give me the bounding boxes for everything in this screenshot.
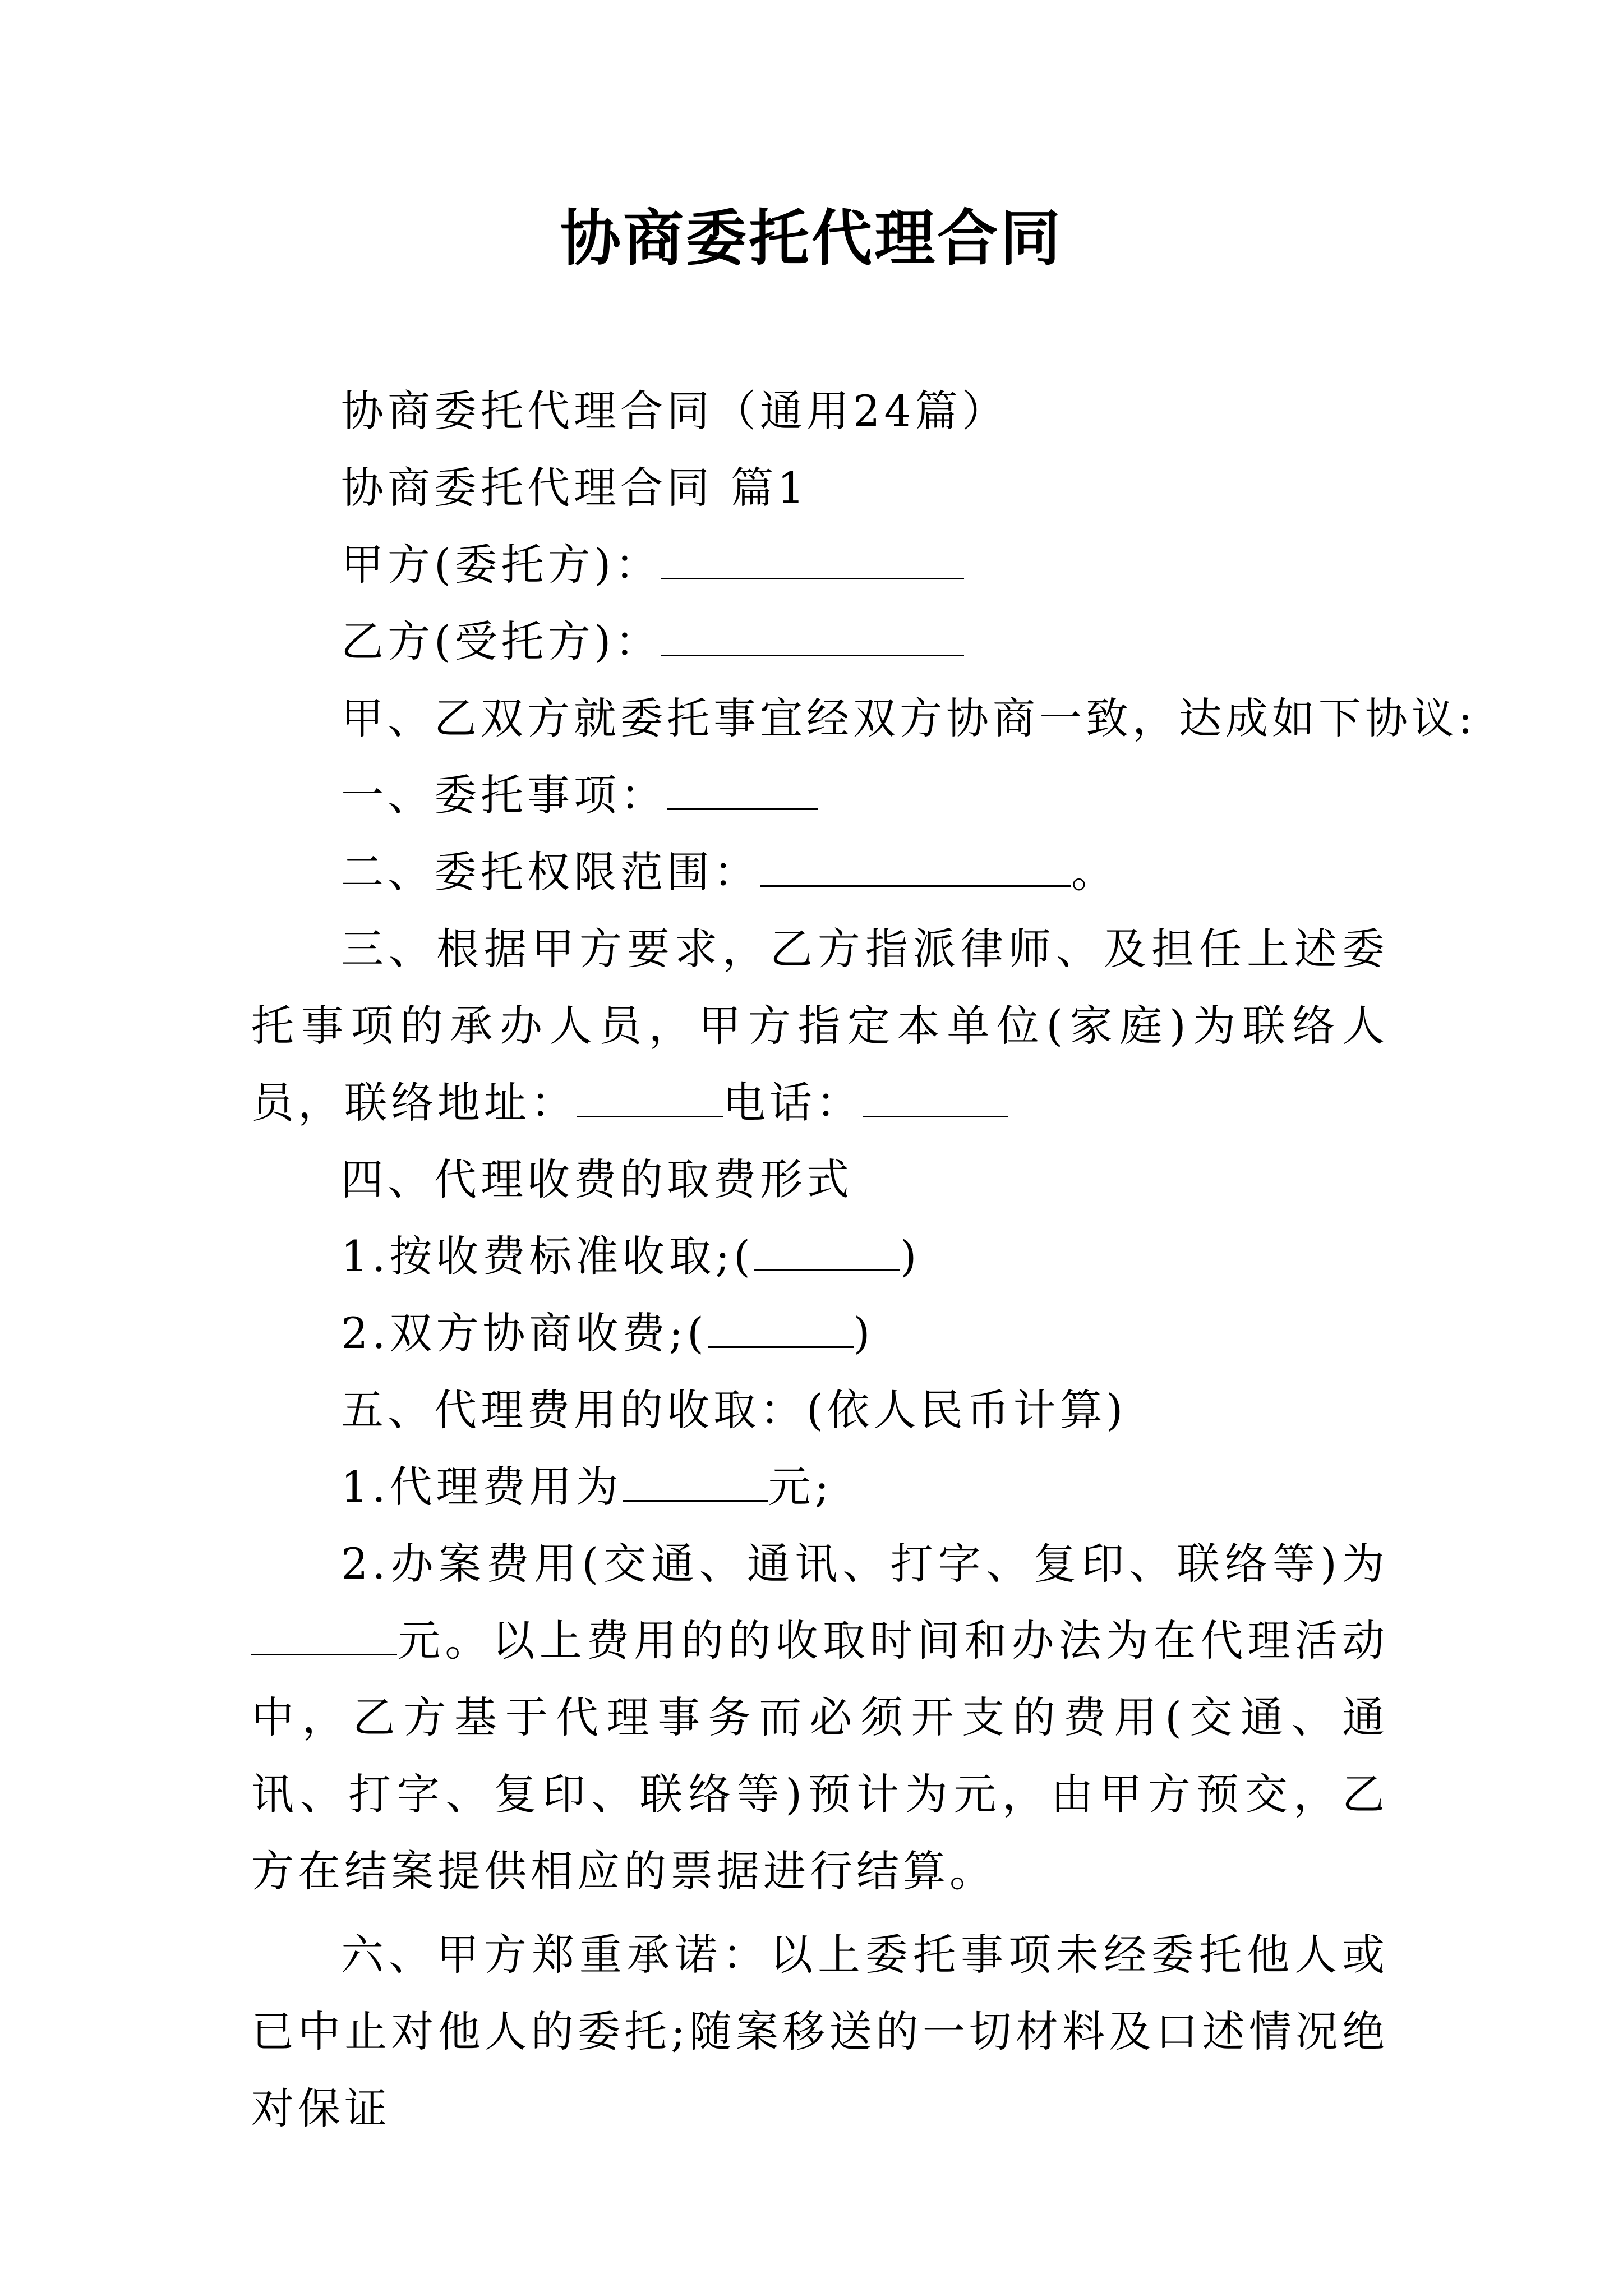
- clause-5-fee-line: [251, 1448, 1389, 1525]
- agreement-intro: 甲、乙双方就委托事宜经双方协商一致，达成如下协议:: [341, 693, 1477, 743]
- document-title: 协商委托代理合同: [560, 203, 1063, 274]
- clause-5-fee-unit: 元;: [768, 1462, 833, 1512]
- clause-4-heading: 四、代理收费的取费形式: [341, 1154, 853, 1204]
- clause-2-blank: [760, 852, 1071, 887]
- party-a-label: 甲方(委托方)：: [341, 540, 662, 590]
- clause-5-case-label: 2.办案费用(交通、通讯、打字、复印、联络等)为: [341, 1539, 1389, 1589]
- clause-5-case-paragraph: [251, 1525, 1389, 1910]
- clause-4-option-1-label: 1.按收费标准收取;(: [341, 1231, 754, 1281]
- clause-1-blank: [667, 775, 818, 810]
- clause-4-option-1: [251, 1218, 1389, 1295]
- party-a-blank: [661, 544, 964, 579]
- document-body: [251, 372, 1477, 2147]
- clause-2-label: 二、委托权限范围：: [341, 847, 760, 897]
- document-subtitle: 协商委托代理合同（通用24篇）: [341, 386, 1008, 436]
- clause-3-phone-label: 电话：: [723, 1078, 863, 1128]
- clause-1-label: 一、委托事项：: [341, 770, 667, 820]
- clause-4-option-2: [251, 1295, 1389, 1372]
- clause-5-case-blank: [251, 1620, 397, 1655]
- chapter-heading: 协商委托代理合同 篇1: [341, 463, 809, 513]
- clause-4-option-2-blank: [708, 1313, 854, 1348]
- clause-3-text: 三、根据甲方要求，乙方指派律师、及担任上述委托事项的承办人员，甲方指定本单位(家庭)为联络人员，联络地址：: [251, 924, 1389, 1128]
- clause-3-phone-blank: [863, 1082, 1008, 1117]
- clause-5-fee-label: 1.代理费用为: [341, 1462, 623, 1512]
- party-b-line: [251, 603, 1389, 680]
- clause-1-line: [251, 757, 1389, 834]
- clause-3-address-blank: [577, 1082, 723, 1117]
- clause-2-end: 。: [1071, 847, 1118, 897]
- clause-6-paragraph: 六、甲方郑重承诺：以上委托事项未经委托他人或已中止对他人的委托;随案移送的一切材料及口述情况绝对保证: [251, 1930, 1389, 2133]
- clause-5-case-text: 元。以上费用的的收取时间和办法为在代理活动中，乙方基于代理事务而必须开支的费用(交通、通讯、打字、复印、联络等)预计为元，由甲方预交，乙方在结案提供相应的票据进行结算。: [251, 1616, 1389, 1896]
- clause-4-option-2-close: ): [853, 1308, 874, 1358]
- party-b-blank: [661, 621, 964, 656]
- clause-3-paragraph: [251, 910, 1389, 1141]
- clause-4-option-1-blank: [754, 1236, 900, 1271]
- clause-5-heading: 五、代理费用的收取：(依人民币计算): [341, 1385, 1127, 1435]
- clause-4-option-1-close: ): [900, 1231, 921, 1281]
- clause-4-option-2-label: 2.双方协商收费;(: [341, 1308, 708, 1358]
- clause-5-fee-blank: [623, 1466, 768, 1502]
- clause-2-line: [251, 834, 1389, 910]
- party-a-line: [251, 526, 1389, 603]
- party-b-label: 乙方(受托方)：: [341, 616, 662, 666]
